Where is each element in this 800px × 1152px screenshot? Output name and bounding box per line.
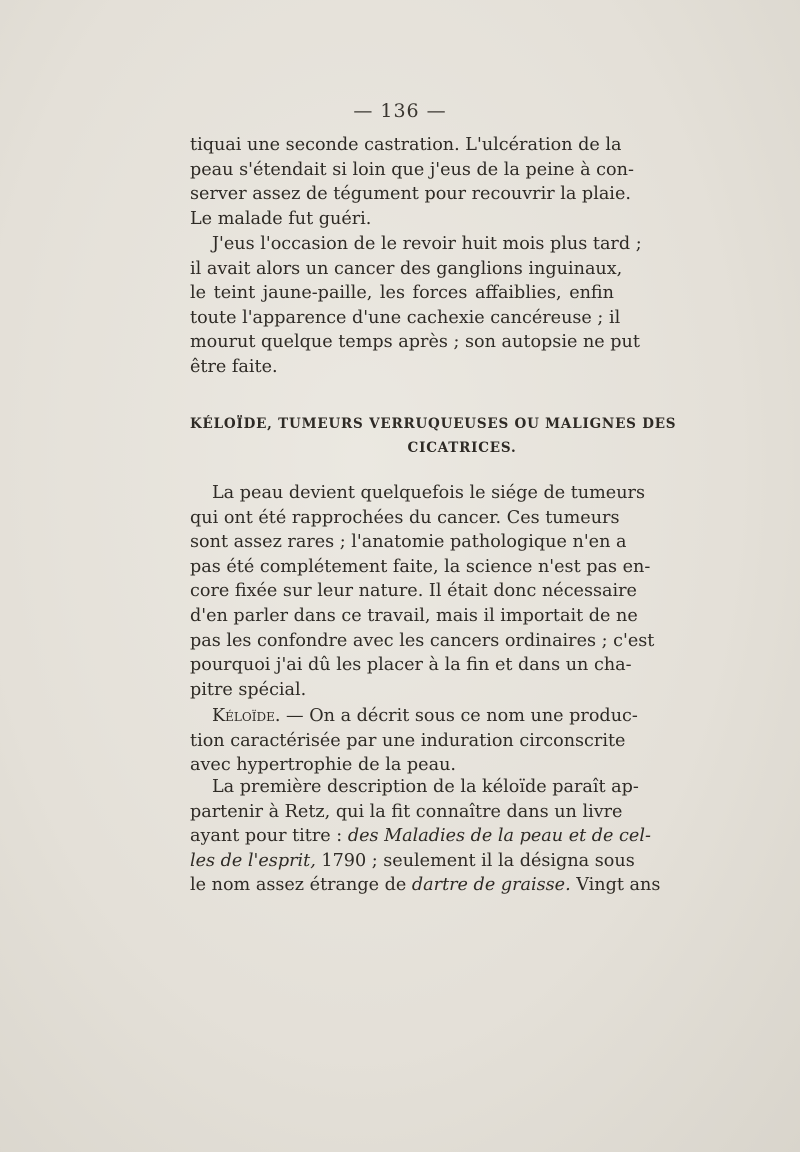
book-title-italic: des Maladies de la peau et de cel-	[347, 826, 651, 847]
term-italic: dartre de graisse.	[411, 875, 571, 896]
text-line: il avait alors un cancer des ganglions inguinaux,	[190, 258, 623, 279]
text-line: sont assez rares ; l'anatomie pathologique n'en a	[190, 532, 627, 553]
text-line: core fixée sur leur nature. Il était donc nécessaire	[190, 581, 637, 602]
text-line: J'eus l'occasion de le revoir huit mois plus tard ;	[212, 234, 642, 254]
text-line: pas été complétement faite, la science n'est pas en-	[190, 556, 651, 577]
text-line: pas les confondre avec les cancers ordinaires ; c'est	[190, 630, 655, 651]
text-line: Le malade fut guéri.	[190, 208, 372, 229]
paragraph-case-followup	[190, 232, 642, 380]
paragraph-introduction	[190, 481, 655, 702]
text-fragment: ayant pour titre :	[190, 826, 348, 847]
paragraph-continuation	[190, 133, 634, 231]
text-line: toute l'apparence d'une cachexie cancéreuse ; il	[190, 307, 621, 328]
text-line: avec hypertrophie de la peau.	[190, 755, 457, 776]
text-line	[190, 704, 638, 729]
heading-line: CICATRICES.	[407, 440, 517, 456]
paragraph-keloide-definition	[190, 704, 638, 778]
text-fragment: Vingt ans	[570, 875, 661, 896]
text-line: partenir à Retz, qui la fit connaître dans un livre	[190, 801, 623, 822]
text-line	[190, 824, 651, 849]
text-line: d'en parler dans ce travail, mais il importait de ne	[190, 605, 638, 626]
text-line: La première description de la kéloïde paraît ap-	[212, 777, 639, 797]
text-fragment: 1790 ; seulement il la désigna sous	[315, 850, 635, 871]
text-line: mourut quelque temps après ; son autopsie ne put	[190, 332, 640, 353]
text-line: La peau devient quelquefois le siége de tumeurs	[212, 483, 645, 503]
text-fragment: — On a décrit sous ce nom une produc-	[280, 706, 638, 726]
text-fragment: le nom assez étrange de	[190, 875, 412, 896]
page-number: — 136 —	[353, 100, 447, 122]
term-keloide: Kéloïde.	[212, 706, 281, 726]
text-line: pitre spécial.	[190, 679, 307, 700]
text-line: tiquai une seconde castration. L'ulcération de la	[190, 135, 622, 155]
text-line: être faite.	[190, 356, 278, 377]
text-line: pourquoi j'ai dû les placer à la fin et dans un cha-	[190, 655, 632, 676]
text-line: peau s'étendait si loin que j'eus de la peine à con-	[190, 159, 634, 180]
text-line: le teint jaune-paille, les forces affaiblies, enfin	[190, 283, 614, 304]
heading-line: KÉLOÏDE, TUMEURS VERRUQUEUSES OU MALIGNES DES	[190, 416, 677, 432]
text-line	[190, 849, 635, 874]
paragraph-keloide-history	[190, 775, 661, 898]
book-title-italic: les de l'esprit,	[190, 850, 316, 871]
text-line: tion caractérisée par une induration circonscrite	[190, 730, 626, 751]
text-line: server assez de tégument pour recouvrir la plaie.	[190, 184, 631, 205]
text-line: qui ont été rapprochées du cancer. Ces tumeurs	[190, 507, 620, 528]
section-heading	[190, 412, 677, 460]
text-line	[190, 873, 661, 898]
